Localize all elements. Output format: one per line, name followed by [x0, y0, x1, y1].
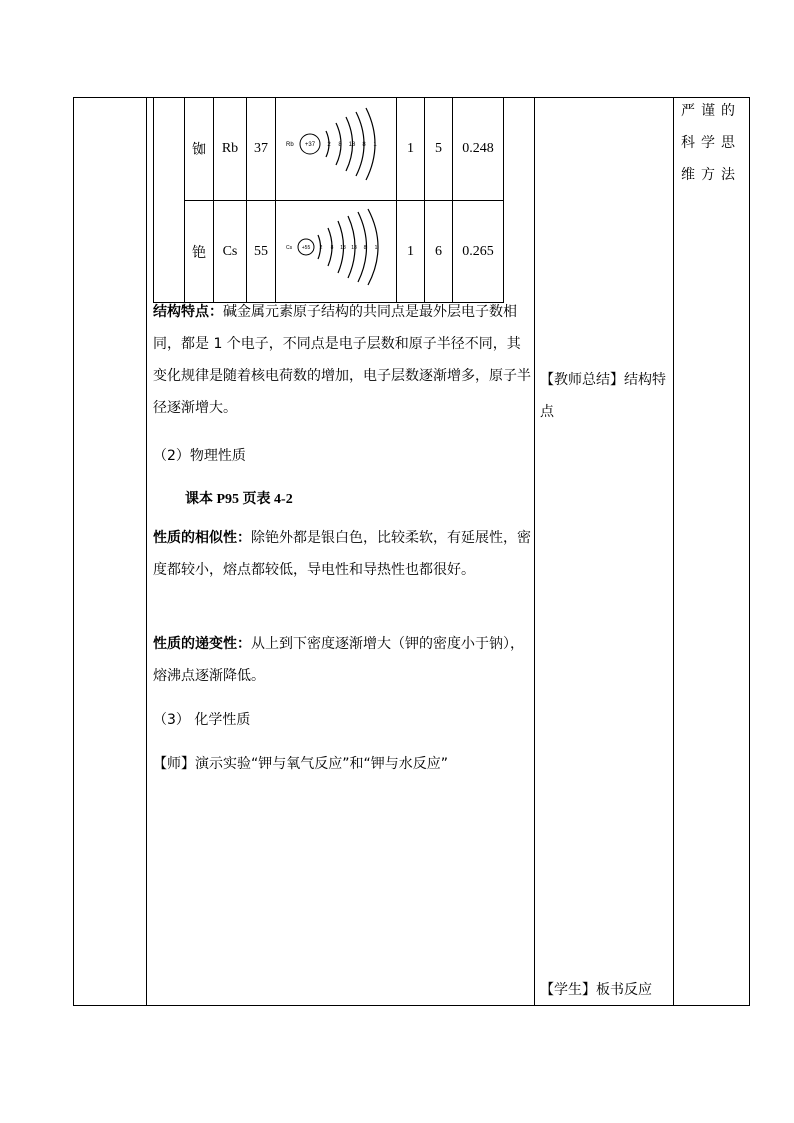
column-divider	[534, 98, 535, 1005]
table-cell: 5	[425, 98, 453, 201]
shell-count: 18	[348, 142, 356, 148]
element-name: 铷	[185, 98, 214, 201]
shell-count: 8	[362, 142, 366, 148]
atomic-number: 37	[247, 98, 276, 201]
diagram-symbol: Cs	[286, 245, 293, 251]
similarity-text: 除铯外都是银白色，比较柔软，有延展性，密度都较小，熔点都较低，导电性和导热性也都很好。	[153, 530, 531, 578]
similarity-label: 性质的相似性：	[153, 530, 251, 546]
atomic-structure-diagram	[276, 98, 397, 201]
table-row	[154, 201, 504, 303]
similarity-paragraph	[153, 522, 531, 586]
structure-text: 碱金属元素原子结构的共同点是最外层电子数相同，都是 1 个电子，不同点是电子层数和原子半径不同，其变化规律是随着核电荷数的增加，电子层数逐渐增多，原子半径逐渐增大。	[153, 304, 531, 416]
table-cell: 1	[397, 98, 425, 201]
shell-count: 2	[327, 142, 331, 148]
design-purpose: 严谨的科学思维方法	[681, 103, 741, 183]
diagram-symbol: Rb	[286, 142, 294, 148]
teacher-summary: 【教师总结】结构特点	[540, 372, 666, 420]
shell-count: 2	[319, 245, 323, 251]
shell-count: 8	[330, 245, 334, 251]
atomic-number: 55	[247, 201, 276, 303]
shell-count: 1	[373, 142, 377, 148]
element-symbol: Cs	[214, 201, 247, 303]
atomic-structure-diagram	[276, 201, 397, 303]
shell-count: 18	[340, 245, 346, 251]
column-divider	[146, 98, 147, 1005]
gradual-paragraph	[153, 628, 531, 692]
gradual-text: 从上到下密度逐渐增大（钾的密度小于钠），熔沸点逐渐降低。	[153, 636, 524, 684]
chemical-heading: （3） 化学性质	[153, 712, 251, 728]
element-symbol: Rb	[214, 98, 247, 201]
cs-atom-diagram	[276, 201, 396, 297]
table-cell: 1	[397, 201, 425, 303]
column-divider	[673, 98, 674, 1005]
table-cell: 6	[425, 201, 453, 303]
atomic-radius: 0.248	[453, 98, 504, 201]
nucleus-charge: +37	[304, 142, 316, 148]
structure-paragraph	[153, 296, 531, 424]
element-name: 铯	[185, 201, 214, 303]
shell-count: 8	[363, 245, 367, 251]
student-writing: 【学生】板书反应	[540, 982, 652, 998]
structure-label: 结构特点：	[153, 304, 223, 320]
atomic-radius: 0.265	[453, 201, 504, 303]
shell-count: 1	[374, 245, 378, 251]
demo-experiment-text: 【师】演示实验“钾与氧气反应”和“钾与水反应”	[153, 756, 449, 772]
gradual-label: 性质的递变性：	[153, 636, 251, 652]
physical-heading: （2）物理性质	[153, 448, 246, 464]
electron-shell-arcs	[318, 209, 378, 285]
shell-count: 8	[338, 142, 342, 148]
table-row	[154, 98, 504, 201]
nucleus-charge: +55	[301, 245, 311, 251]
shell-count: 18	[351, 245, 357, 251]
textbook-reference: 课本 P95 页表 4-2	[185, 492, 293, 507]
rb-atom-diagram	[276, 98, 396, 195]
alkali-metal-table	[153, 97, 504, 303]
